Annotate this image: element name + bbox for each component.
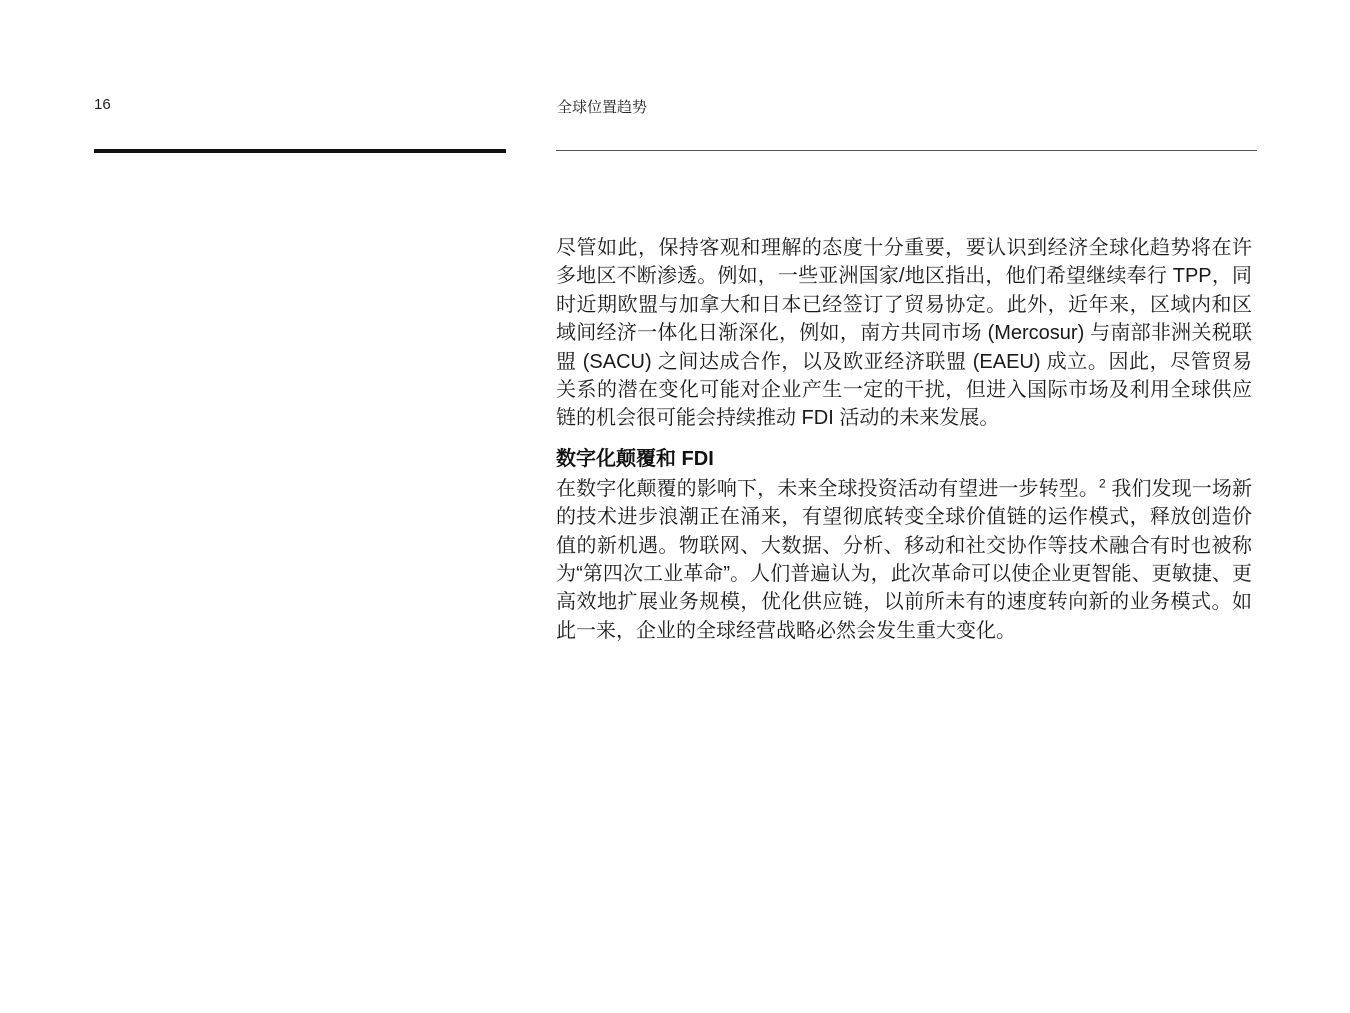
header-divider-rule <box>556 150 1257 151</box>
body-paragraph-2 <box>556 475 1252 645</box>
left-column-rule <box>94 149 506 153</box>
paragraph-2-text-rest: 我们发现一场新的技术进步浪潮正在涌来，有望彻底转变全球价值链的运作模式，释放创造价值的新机遇。物联网、大数据、分析、移动和社交协作等技术融合有时也被称为“第四次工业革命”。人们普遍认为，此次革命可以使企业更智能、更敏捷、更高效地扩展业务规模，优化供应链，以前所未有的速度转向新的业务模式。如此一来，企业的全球经营战略必然会发生重大变化。 <box>556 477 1253 642</box>
footnote-reference[interactable]: 2 <box>1098 476 1106 491</box>
body-content <box>556 234 1252 645</box>
running-header-title: 全球位置趋势 <box>557 99 648 116</box>
body-paragraph-1: 尽管如此，保持客观和理解的态度十分重要，要认识到经济全球化趋势将在许多地区不断渗透。例如，一些亚洲国家/地区指出，他们希望继续奉行 TPP，同时近期欧盟与加拿大和日本已经签订了贸易协定。此外，近年来，区域内和区域间经济一体化日渐深化，例如，南方共同市场 (Mercosur) 与南部非洲关税联盟 (SACU) 之间达成合作，以及欧亚经济联盟 (EAEU) 成立。因此，尽管贸易关系的潜在变化可能对企业产生一定的干扰，但进入国际市场及利用全球供应链的机会很可能会持续推动 FDI 活动的未来发展。 <box>556 237 1252 430</box>
paragraph-2-text-start: 在数字化颠覆的影响下，未来全球投资活动有望进一步转型。 <box>556 477 1099 500</box>
section-heading: 数字化颠覆和 FDI <box>556 447 714 470</box>
page-number: 16 <box>94 96 111 113</box>
